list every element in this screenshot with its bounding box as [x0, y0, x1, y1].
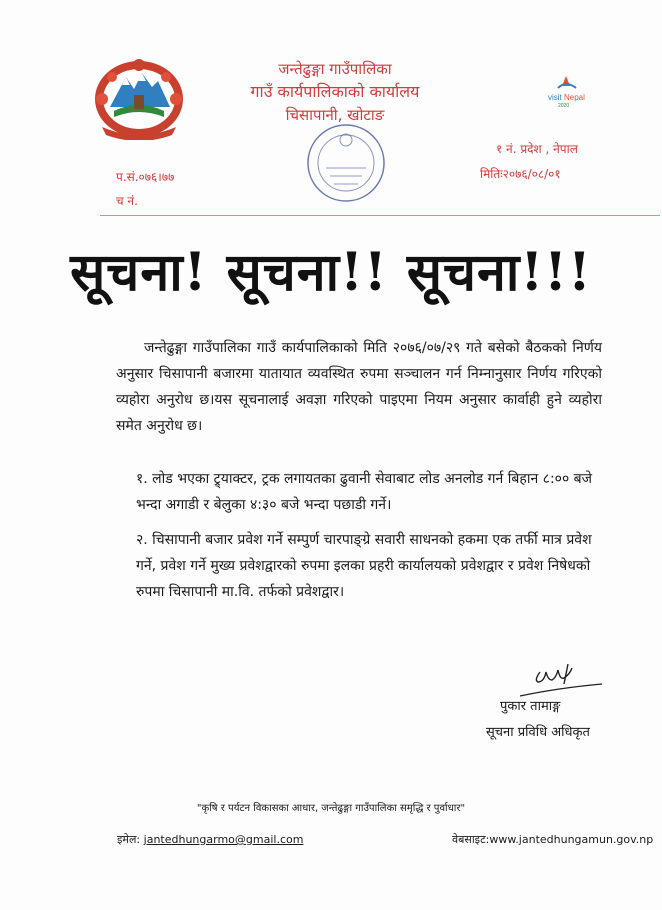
svg-text:Nepal: Nepal	[564, 93, 585, 102]
email-link[interactable]: jantedhungarmo@gmail.com	[143, 833, 304, 846]
municipality-name: जन्तेढुङ्गा गाउँपालिका	[278, 60, 392, 78]
office-name: गाउँ कार्यपालिकाको कार्यालय	[250, 82, 420, 101]
visit-nepal-logo-icon	[544, 72, 589, 110]
nepal-emblem-icon	[92, 55, 187, 140]
svg-text:visit: visit	[548, 93, 562, 102]
notice-item-1: १. लोड भएका ट्र्याक्टर, ट्रक लगायतका ढुवानी सेवाबाट लोड अनलोड गर्न बिहान ८:०० बजे भन्दा अगाडी र बेलुका ४:३० बजे भन्दा पछाडी गर्ने।	[136, 471, 593, 513]
signer-role: सूचना प्रविधि अधिकृत	[486, 725, 590, 740]
notice-paragraph: जन्तेढुङ्गा गाउँपालिका गाउँ कार्यपालिकाको मिति २०७६/०७/२९ गते बसेको बैठकको निर्णय अनुसार चिसापानी बजारमा यातायात व्यवस्थित रुपमा सञ्चालन गर्न निम्नानुसार निर्णय गरिएको व्यहोरा अनुरोध छ।यस सूचनालाई अवज्ञा गरिएको पाइएमा नियम अनुसार कार्वाही हुने व्यहोरा समेत अनुरोध छ।	[116, 340, 602, 434]
office-header	[200, 58, 470, 126]
notice-title: सूचना! सूचना!! सूचना!!!	[70, 242, 592, 303]
signer-name: पुकार तामाङ्ग	[500, 699, 561, 714]
email-label: इमेल:	[117, 833, 141, 846]
office-location: चिसापानी, खोटाङ	[285, 106, 385, 124]
notice-date: मितिः२०७६/०८/०१	[480, 167, 561, 181]
notice-item-2: २. चिसापानी बजार प्रवेश गर्ने सम्पुर्ण चारपाङ्ग्रे सवारी साधनको हकमा एक तर्फी मात्र प्रवेश गर्ने, प्रवेश गर्ने मुख्य प्रवेशद्वारको रुपमा इलका प्रहरी कार्यालयको प्रवेशद्वार र प्रवेश निषेधको रुपमा चिसापानी मा.वि. तर्फको प्रवेशद्वार।	[136, 532, 592, 600]
province-label: १ नं. प्रदेश , नेपाल	[496, 142, 578, 156]
footer-email	[117, 832, 303, 847]
footer-slogan: "कृषि र पर्यटन विकासका आधार, जन्तेढुङ्गा गाउँपालिका समृद्धि र पुर्वाधार"	[196, 803, 466, 814]
office-stamp-icon	[296, 118, 396, 208]
signer-block	[486, 696, 590, 740]
footer-website[interactable]: वेबसाइट:www.jantedhungamun.gov.np	[452, 833, 654, 846]
patra-sankhya: प.सं.०७६।७७	[116, 170, 175, 184]
svg-text:2020: 2020	[558, 103, 570, 109]
chalani-number: च नं.	[116, 194, 138, 208]
header-divider	[100, 215, 660, 216]
